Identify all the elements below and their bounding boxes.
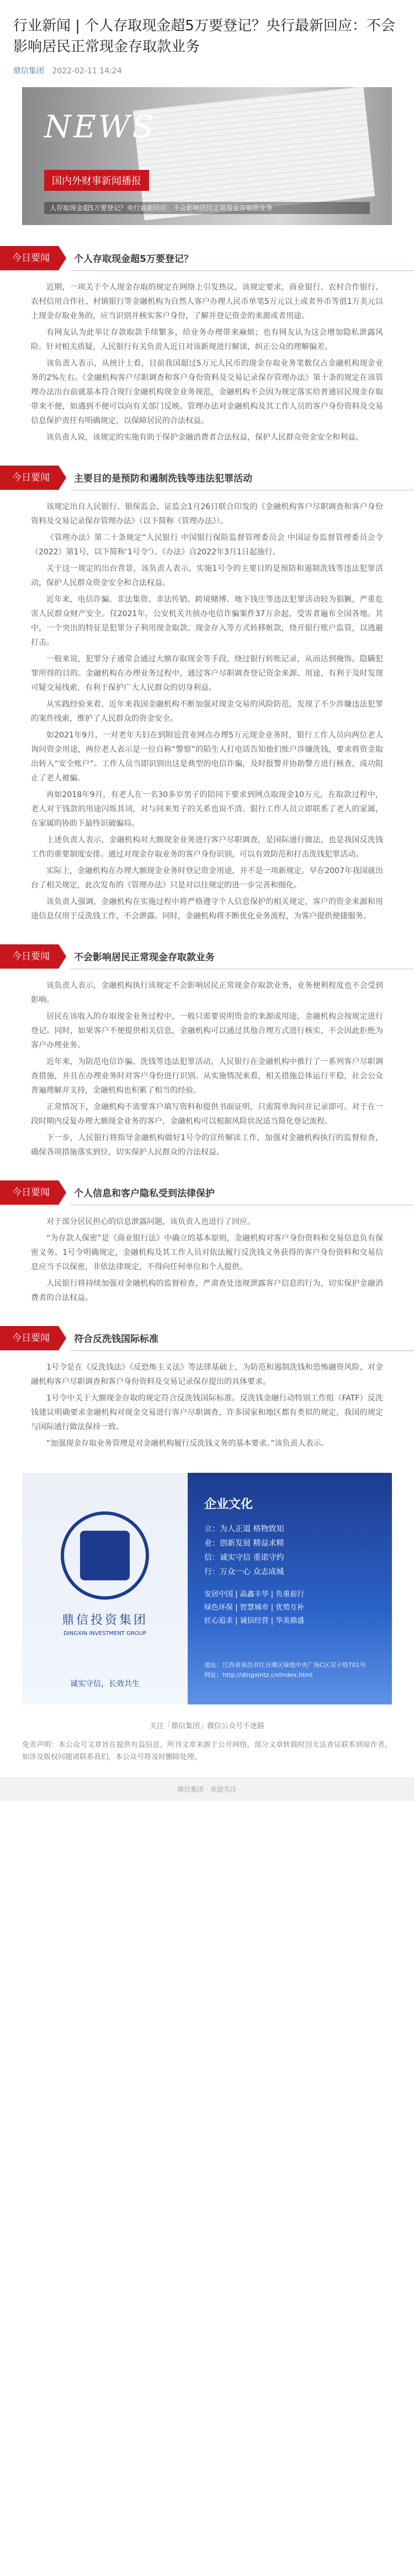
paragraph: 人民银行将持续加强对金融机构的监督检查，严肃查处违规泄露客户信息的行为，切实保护金融消费者的合法权益。 bbox=[31, 1279, 383, 1302]
paragraph: 实际上，金融机构在办理大额现金业务时登记资金用途，并不是一项新规定。早在2007年我国就出台了相关规定，此次发布的《管理办法》只是对以往规定的进一步完善和细化。 bbox=[31, 867, 383, 890]
paragraph: 该负责人表示，从统计上看，目前我国超过5万元人民币的现金存取业务笔数仅占金融机构现金业务的2%左右。《金融机构客户尽职调查和客户身份资料及交易记录保存管理办法》第十条的规定在该管理办法出台前就基本符合现行金融机构现金业务规范，金融机构不会因为规定落实给普通居民现金存取带来不便，如遇到不便可以向有关部门反映。管理办法对金融机构及其工作人员的客户身份资料及交易信息保护责任有明确规定，以保障居民的合法权益。 bbox=[31, 359, 383, 425]
paragraph: 对于部分居民担心的信息泄露问题，该负责人也进行了回应。 bbox=[46, 1217, 255, 1226]
news-section bbox=[0, 942, 414, 1159]
section-body bbox=[0, 272, 414, 445]
paragraph: 1号令是在《反洗钱法》《反恐怖主义法》等法律基础上，为防范和遏制洗钱和恐怖融资风险，对金融机构客户尽职调查和客户身份资料及交易记录保存提出的具体要求。 bbox=[31, 1363, 383, 1386]
newspaper-graphic bbox=[133, 87, 375, 220]
paragraph: 该负责人表示，金融机构执行该规定不会影响居民正常现金存取款业务，业务便利程度也不会受到影响。 bbox=[31, 981, 383, 1004]
company-logo-icon bbox=[61, 1511, 149, 1600]
paragraph: 该负责人强调，金融机构在实施过程中将严格遵守个人信息保护的相关规定，客户的资金来源和用途信息仅用于反洗钱工作，不会泄露。同时，金融机构将不断优化业务流程，为客户提供便捷服务。 bbox=[31, 897, 383, 921]
culture-value-item: 业：创新发展 精益求精 bbox=[204, 1539, 284, 1548]
culture-content bbox=[204, 1495, 381, 1628]
section-title: 不会影响居民正常现金存取款业务 bbox=[71, 944, 414, 969]
section-body bbox=[0, 1207, 414, 1305]
publish-date: 2022-02-11 14:24 bbox=[52, 67, 122, 76]
section-header bbox=[0, 244, 414, 272]
news-section bbox=[0, 244, 414, 445]
section-tag: 今日要闻 bbox=[0, 944, 59, 969]
news-section bbox=[0, 1324, 414, 1451]
section-header bbox=[0, 1178, 414, 1207]
section-body bbox=[0, 492, 414, 923]
paragraph: 如2021年9月，一对老年夫妇在到附近营业网点办理5万元现金业务时，银行工作人员向两位老人询问资金用途，两位老人表示是一位自称“警察”的陌生人打电话告知他们账户涉嫌洗钱，要求将资金取出转入“安全账户”。工作人员当即识别出这是典型的电信诈骗，及时报警并协助警方进行核查，成功阻止了老人被骗。 bbox=[31, 731, 383, 783]
news-section bbox=[0, 463, 414, 923]
paragraph: 一般来说，犯罪分子通常会通过大额存取现金等手段，绕过银行转账记录，从而达到掩饰、隐瞒犯罪所得的目的。金融机构在办理业务过程中，通过客户尽职调查登记资金来源、用途，有利于及时发现可疑交易线索，有利于保护广大人民群众的切身利益。 bbox=[31, 655, 383, 692]
section-title: 个人信息和客户隐私受到法律保护 bbox=[71, 1180, 414, 1205]
section-title: 主要目的是预防和遏制洗钱等违法犯罪活动 bbox=[71, 465, 414, 490]
paragraph: 有网友认为此举让存款取款手续繁多，给业务办理带来麻烦；也有网友认为这会增加隐私泄露风险。针对相关质疑，人民银行有关负责人近日对该新规进行解读，纠正公众的理解偏差。 bbox=[31, 328, 383, 351]
disclaimer-text: 免责声明：本公众号文章旨在提供有益信息，所刊文章来源于公开网络，部分文章转载时因无法查证联系到原作者，如涉及版权问题请联系我们，本公众号将及时删除处理。 bbox=[22, 1741, 392, 1761]
culture-value-item: 行：万众一心 众志成城 bbox=[204, 1568, 284, 1576]
section-title: 符合反洗钱国际标准 bbox=[71, 1326, 414, 1351]
section-header bbox=[0, 463, 414, 492]
culture-values-list bbox=[204, 1522, 381, 1579]
paragraph: 上述负责人表示，金融机构对大额现金业务进行客户尽职调查，是国际通行做法，也是我国反洗钱工作的重要制度安排。通过对现金存取业务的客户身份识别，可以有效防范和打击洗钱犯罪活动。 bbox=[31, 836, 383, 859]
company-brand-panel bbox=[22, 1473, 188, 1704]
news-word: NEWS bbox=[44, 109, 156, 145]
hero-ticker: 人存取现金超5万要登记？央行最新回应：不会影响居民正常现金存取款业务 bbox=[44, 202, 370, 214]
hero-banner-image bbox=[22, 87, 392, 225]
company-address: 地址：江西省南昌市红谷滩区绿地中央广场C区双子塔701号 网址：http://dingxintz.cn/index.html bbox=[204, 1661, 366, 1679]
paragraph: 下一步，人民银行将指导金融机构做好1号令的宣传解读工作，加强对金融机构执行的监督检查，确保各项措施落实到位，切实保护人民群众的合法权益。 bbox=[31, 1134, 383, 1157]
paragraph: “为存款人保密”是《商业银行法》中确立的基本原则，金融机构对客户身份资料和交易信息负有保密义务。1号令明确规定，金融机构及其工作人员对依法履行反洗钱义务获得的客户身份资料和交易信息应当予以保密，非依法律规定，不得向任何单位和个人提供。 bbox=[31, 1234, 383, 1271]
paragraph: 近期，一项关于个人现金存取的规定在网络上引发热议，该规定要求，商业银行、农村合作银行、农村信用合作社、村镇银行等金融机构为自然人客户办理人民币单笔5万元以上或者外币等值1万美元以上现金存取业务的，应当识别并核实客户身份，了解并登记资金的来源或者用途。 bbox=[31, 283, 383, 320]
article-title: 行业新闻 | 个人存取现金超5万要登记？央行最新回应：不会影响居民正常现金存取款业务 bbox=[13, 18, 395, 55]
section-tag: 今日要闻 bbox=[0, 466, 59, 490]
company-name: 鼎信投资集团 bbox=[61, 1613, 148, 1627]
culture-title: 企业文化 bbox=[204, 1498, 253, 1511]
source-link[interactable]: 鼎信集团 bbox=[13, 67, 44, 76]
corporate-culture-card bbox=[22, 1473, 392, 1704]
paragraph: 关于这一规定的出台背景，该负责人表示，实施1号令的主要目的是预防和遏制洗钱等违法犯罪活动，保护人民群众资金安全和合法权益。 bbox=[31, 564, 383, 587]
article-header bbox=[0, 0, 414, 87]
paragraph: 正常情况下，金融机构不需要客户填写资料和提供书面证明，只需简单询问并记录即可。对于在一段时期内反复办理大额现金业务的客户，金融机构可以根据风险状况适当简化登记流程。 bbox=[31, 1103, 383, 1126]
paragraph: “加强现金存取业务管理是对金融机构履行反洗钱义务的基本要求。”该负责人表示。 bbox=[46, 1439, 329, 1448]
paragraph: 居民在该收入的存取现金业务过程中，一般只需要说明资金的来源或用途，金融机构会按规定进行登记。同时，如果客户不便提供相关信息，金融机构可以通过其他合理方式进行核实，不会因此拒绝为客户办理业务。 bbox=[31, 1012, 383, 1050]
paragraph: 近年来，电信诈骗、非法集资、非法传销、跨境赌博、地下钱庄等违法犯罪活动较为猖獗，严重危害人民群众财产安全。仅2021年，公安机关共侦办电信诈骗案件37万余起，受害者遍布全国各地。其中，一个突出的特征是犯罪分子利用现金取款、现金存入等方式转移赃款，绕开银行账户监管，以逃避打击。 bbox=[31, 595, 383, 647]
company-name-en: DINGXIN INVESTMENT GROUP bbox=[63, 1631, 146, 1637]
follow-note: 关注「鼎信集团」微信公众号不迷路 bbox=[149, 1722, 264, 1730]
paragraph: 《管理办法》第二十条规定“人民银行 中国银行保险监督管理委员会 中国证券监督管理委员会令（2022）第1号，以下简称‘1号令’）。《办法》自2022年3月1日起施行。 bbox=[31, 533, 383, 557]
news-section bbox=[0, 1178, 414, 1305]
section-tag: 今日要闻 bbox=[0, 1180, 59, 1205]
paragraph: 近年来，为防范电信诈骗、洗钱等违法犯罪活动，人民银行在金融机构中推行了一系列客户尽职调查措施，并且在办理业务时对客户身份进行识别。从实施情况来看，相关措施总体运行平稳，社会公众普遍理解并支持，金融机构也积累了相当的经验。 bbox=[31, 1057, 383, 1095]
paragraph: 从实践经验来看，近年来我国金融机构不断加强对现金交易的风险防范，发现了不少涉嫌违法犯罪的案件线索，维护了人民群众的资金安全。 bbox=[31, 700, 383, 723]
end-bar: 鼎信集团 · 欢迎关注 bbox=[0, 1777, 414, 1801]
paragraph: 再如2018年9月，有老人在一名30多岁男子的陪同下要求到网点取现金10万元，在取款过程中，老人对于钱款的用途闪烁其词，对与同来男子的关系也说不清。银行工作人员立即联系了老人的家属，在家属的协助下最终识破骗局。 bbox=[31, 790, 383, 828]
article-meta bbox=[13, 65, 401, 76]
company-slogan: 诚实守信，长效共生 bbox=[70, 1680, 140, 1688]
section-title: 个人存取现金超5万要登记？ bbox=[71, 245, 414, 271]
culture-value-item: 信：诚实守信 重诺守约 bbox=[204, 1553, 284, 1562]
section-tag: 今日要闻 bbox=[0, 1326, 59, 1350]
culture-keywords: 安居中国 | 晶鑫丰华 | 负重前行 绿色环保 | 智慧城市 | 优势互补 匠心追求 | 诚信经营 | 华美鼎盛 bbox=[204, 1590, 305, 1625]
paragraph: 该规定出自人民银行、银保监会、证监会1月26日联合印发的《金融机构客户尽职调查和客户身份资料及交易记录保存管理办法》（以下简称《管理办法》）。 bbox=[31, 503, 383, 526]
paragraph: 1号令中关于大额现金存取的规定符合反洗钱国际标准。反洗钱金融行动特别工作组（FATF）反洗钱建议明确要求金融机构对现金交易进行客户尽职调查，许多国家和地区都有类似的规定，我国的规定与国际通行做法保持一致。 bbox=[31, 1394, 383, 1431]
section-body bbox=[0, 1353, 414, 1451]
culture-value-item: 立：为人正道 格物致知 bbox=[204, 1525, 284, 1533]
section-header bbox=[0, 1324, 414, 1353]
article-sections bbox=[0, 244, 414, 1451]
section-tag: 今日要闻 bbox=[0, 246, 59, 270]
hero-banner-label: 国内外财事新闻播报 bbox=[44, 170, 149, 191]
section-header bbox=[0, 942, 414, 971]
paragraph: 该负责人说，该规定的实施有助于保护金融消费者合法权益，保护人民群众资金安全和利益。 bbox=[46, 433, 363, 442]
section-body bbox=[0, 971, 414, 1159]
